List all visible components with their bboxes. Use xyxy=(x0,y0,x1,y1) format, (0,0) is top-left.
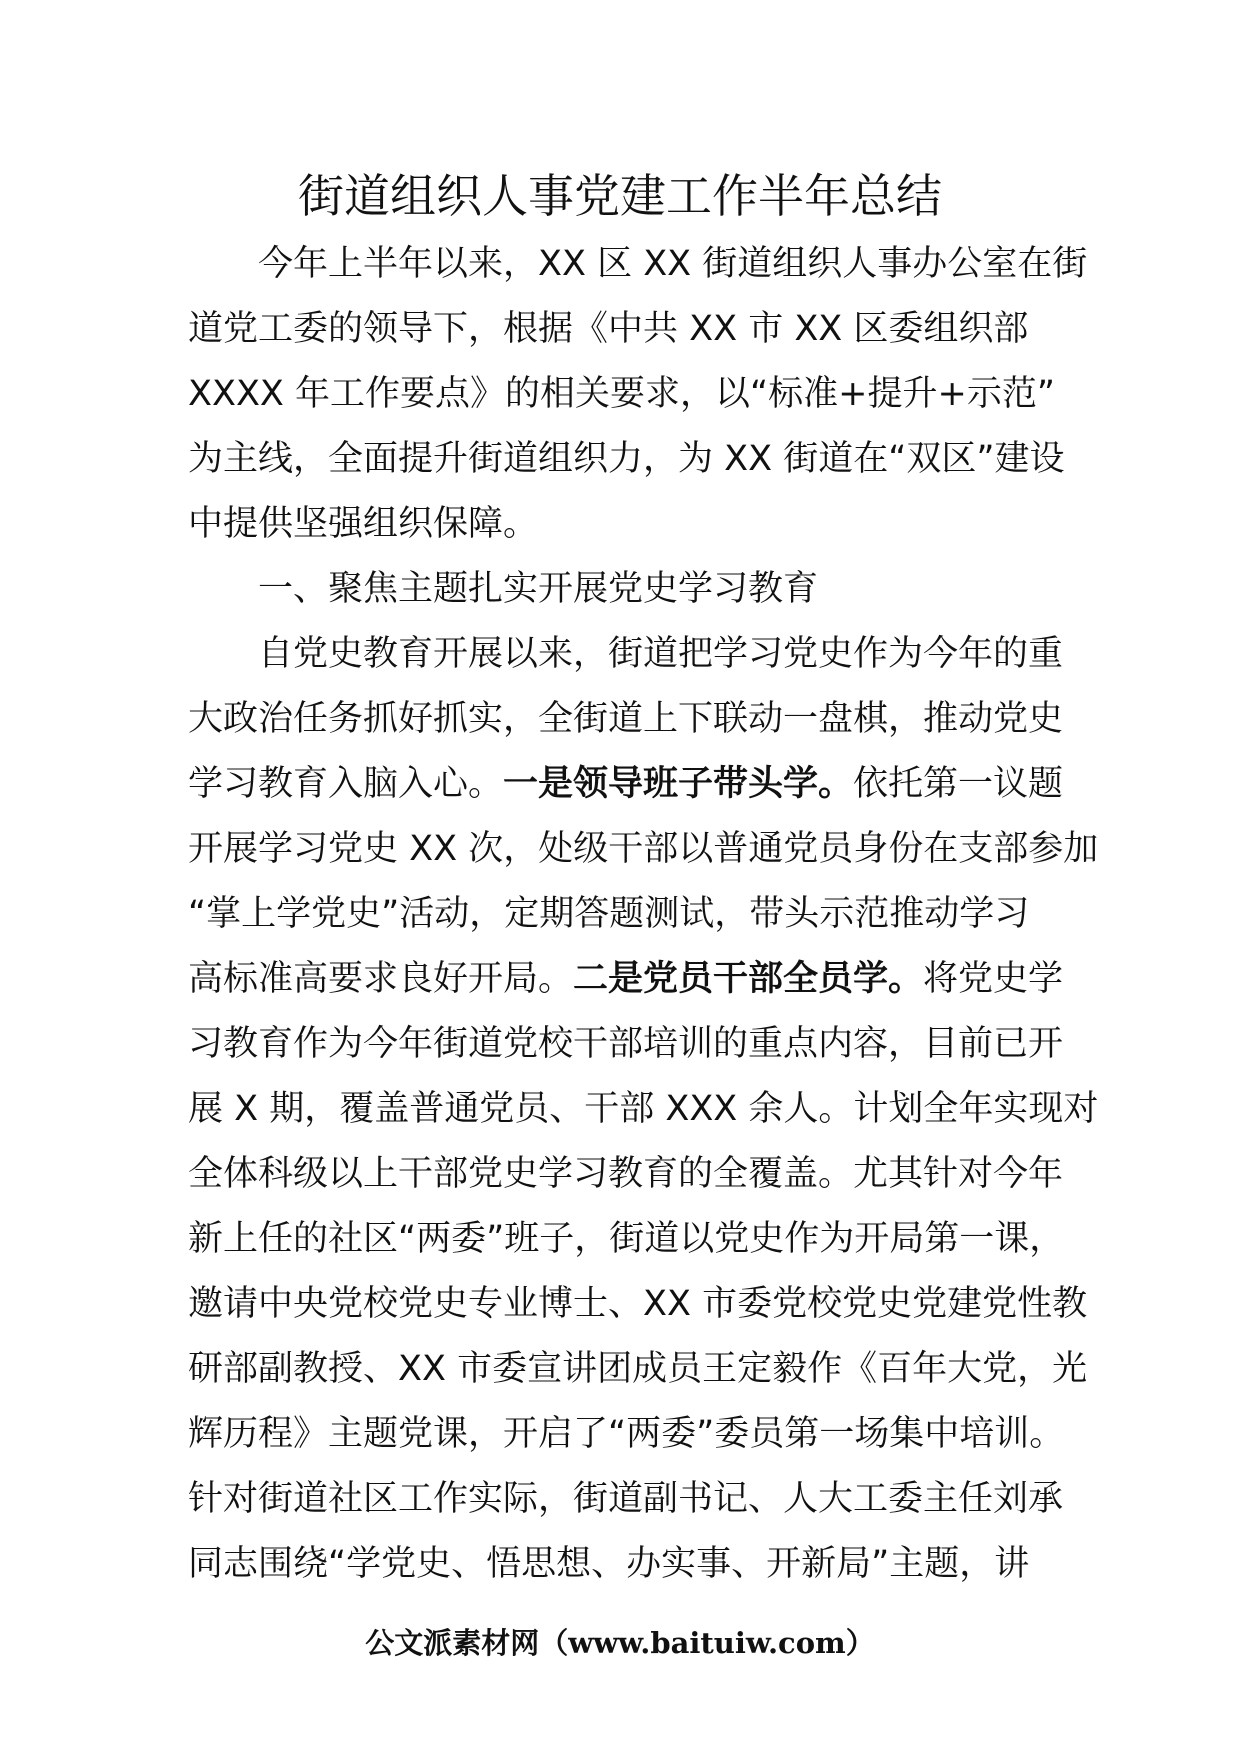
text-segment: 针对街道社区工作实际，街道副书记、人大工委主任刘承 xyxy=(188,1479,1064,1519)
text-line xyxy=(188,232,1088,297)
bold-heading-text: 二是党员干部全员学。 xyxy=(573,959,924,999)
text-line xyxy=(188,687,1064,752)
text-line xyxy=(188,1012,1064,1077)
text-segment: 新上任的社区“两委”班子，街道以党史作为开局第一课， xyxy=(188,1219,1065,1259)
text-segment: “掌上学党史”活动，定期答题测试，带头示范推动学习 xyxy=(188,894,1030,934)
text-line xyxy=(188,1337,1088,1402)
text-segment: 习教育作为今年街道党校干部培训的重点内容，目前已开 xyxy=(188,1024,1064,1064)
text-segment: 全体科级以上干部党史学习教育的全覆盖。尤其针对今年 xyxy=(188,1154,1064,1194)
text-segment: 邀请中央党校党史专业博士、XX 市委党校党史党建党性教 xyxy=(188,1284,1088,1324)
text-segment: 依托第一议题 xyxy=(853,764,1064,804)
text-segment: 学习教育入脑入心。 xyxy=(188,764,504,804)
text-segment: 将党史学 xyxy=(923,959,1064,999)
text-line xyxy=(188,427,1065,492)
text-line xyxy=(188,1467,1064,1532)
text-line xyxy=(188,882,1060,947)
text-segment: 道党工委的领导下，根据《中共 XX 市 XX 区委组织部 xyxy=(188,309,1029,349)
bold-heading-text: 一是领导班子带头学。 xyxy=(503,764,854,804)
text-line xyxy=(188,492,1060,557)
text-segment: 同志围绕“学党史、悟思想、办实事、开新局”主题，讲 xyxy=(188,1544,1030,1584)
footer-watermark: 公文派素材网（www.baituiw.com） xyxy=(365,1626,875,1660)
text-line xyxy=(188,752,1064,817)
text-segment: XXXX 年工作要点》的相关要求，以“标准+提升+示范” xyxy=(188,374,1055,414)
text-line xyxy=(188,622,1064,687)
text-line xyxy=(188,297,1060,362)
text-segment: 开展学习党史 XX 次，处级干部以普通党员身份在支部参加 xyxy=(188,829,1099,869)
text-segment: 为主线，全面提升街道组织力，为 XX 街道在“双区”建设 xyxy=(188,439,1065,479)
text-line xyxy=(188,1272,1088,1337)
text-line xyxy=(188,1077,1099,1142)
text-segment: 研部副教授、XX 市委宣讲团成员王定毅作《百年大党，光 xyxy=(188,1349,1088,1389)
text-segment: 高标准高要求良好开局。 xyxy=(188,959,574,999)
text-line xyxy=(188,557,1060,622)
text-line xyxy=(188,1207,1065,1272)
text-segment: 自党史教育开展以来，街道把学习党史作为今年的重 xyxy=(258,634,1064,674)
text-line xyxy=(188,1402,1065,1467)
text-segment: 展 X 期，覆盖普通党员、干部 XXX 余人。计划全年实现对 xyxy=(188,1089,1099,1129)
text-line xyxy=(188,817,1099,882)
text-line xyxy=(188,1142,1064,1207)
text-segment: 大政治任务抓好抓实，全街道上下联动一盘棋，推动党史 xyxy=(188,699,1064,739)
text-line xyxy=(188,362,1060,427)
text-segment: 今年上半年以来，XX 区 XX 街道组织人事办公室在街 xyxy=(258,244,1088,284)
text-segment: 中提供坚强组织保障。 xyxy=(188,504,539,544)
text-segment: 辉历程》主题党课，开启了“两委”委员第一场集中培训。 xyxy=(188,1414,1065,1454)
text-line xyxy=(188,947,1064,1012)
text-line xyxy=(188,1532,1060,1597)
text-segment: 一、聚焦主题扎实开展党史学习教育 xyxy=(258,569,819,609)
document-body xyxy=(188,232,1099,1597)
document-title: 街道组织人事党建工作半年总结 xyxy=(298,169,942,223)
